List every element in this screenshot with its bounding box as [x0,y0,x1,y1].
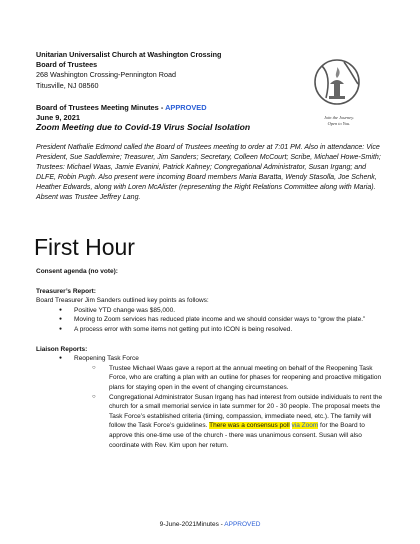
board-name: Board of Trustees [36,60,98,70]
minutes-title: Board of Trustees Meeting Minutes - APPROVED [36,103,207,112]
footer-approved: APPROVED [224,521,261,528]
treasurer-list [36,306,386,335]
address-line-2: Titusville, NJ 08560 [36,80,99,90]
church-header [36,50,286,91]
treasurer-intro: Board Treasurer Jim Sanders outlined key points as follows: [36,297,209,305]
meeting-heading [36,103,376,133]
list-item: ● Moving to Zoom services has reduced plate income and we should consider ways to “grow the plate.” [36,315,386,325]
logo-caption: Join the Journey. Open to You. [323,115,355,126]
list-item: ○ Congregational Administrator Susan Irgang has had interest from outside individuals to rent the church for a small memorial service in late summer for 20 - 30 people. The proposal meets the Task Force’s established criteria (timing, compassion, immediate need, etc.). The family will follow the Task Force’s guidelines. There was a consensus poll via Zoom for the Board to approve this one-time use of the church - there was unanimous consent. Susan will also coordinate with Rev. Kim upon her return. [36,393,386,451]
approved-badge: APPROVED [165,103,207,112]
liaison-sublist [36,364,386,450]
liaison-list [36,354,386,364]
zoom-link[interactable]: via Zoom [291,422,319,430]
list-item: ○ Trustee Michael Waas gave a report at the annual meeting on behalf of the Reopening Task Force, who are crafting a plan with an outline for phases for reopening and proactive mitigation plans for staying open in the event of changing circumstances. [36,364,386,393]
consent-agenda-label: Consent agenda (no vote): [36,268,118,275]
highlighted-text: There was a consensus poll [209,422,290,430]
treasurer-heading: Treasurer’s Report: [36,287,96,295]
attendance-paragraph: President Nathalie Edmond called the Board of Trustees meeting to order at 7:01 PM. Also in attendance: Vice President, Sue Saddlemire; Treasurer, Jim Sanders; Secretary, Colleen McCourt; Scribe, Michael Howe-Smith; Trustees: Michael Waas, Jamie Evanini, Patrick Kahney; Congregational Administrator, Susan Irgang; and DLFE, Robin Pugh. Also present were incoming Board members Maria Baratta, Wendy Stasolla, Joe Schenk, Heather Edwards, along with Loren McAlister (representing the Right Relations Committee along with Maria). Absent was Trustee Jeffrey Lang. [36,144,381,202]
list-item: ● A process error with some items not getting put into ICON is being resolved. [36,325,386,335]
first-hour-body [36,267,386,450]
liaison-heading: Liaison Reports: [36,345,88,353]
meeting-subtitle: Zoom Meeting due to Covid-19 Virus Social Isolation [36,122,251,133]
address-line-1: 268 Washington Crossing-Pennington Road [36,70,176,80]
meeting-date: June 9, 2021 [36,112,80,122]
org-name: Unitarian Universalist Church at Washington Crossing [36,50,222,59]
list-item: ● Reopening Task Force [36,354,386,364]
page-footer: 9-June-2021Minutes - APPROVED [159,521,261,528]
first-hour-heading: First Hour [34,234,135,260]
list-item: ● Positive YTD change was $85,000. [36,306,386,316]
